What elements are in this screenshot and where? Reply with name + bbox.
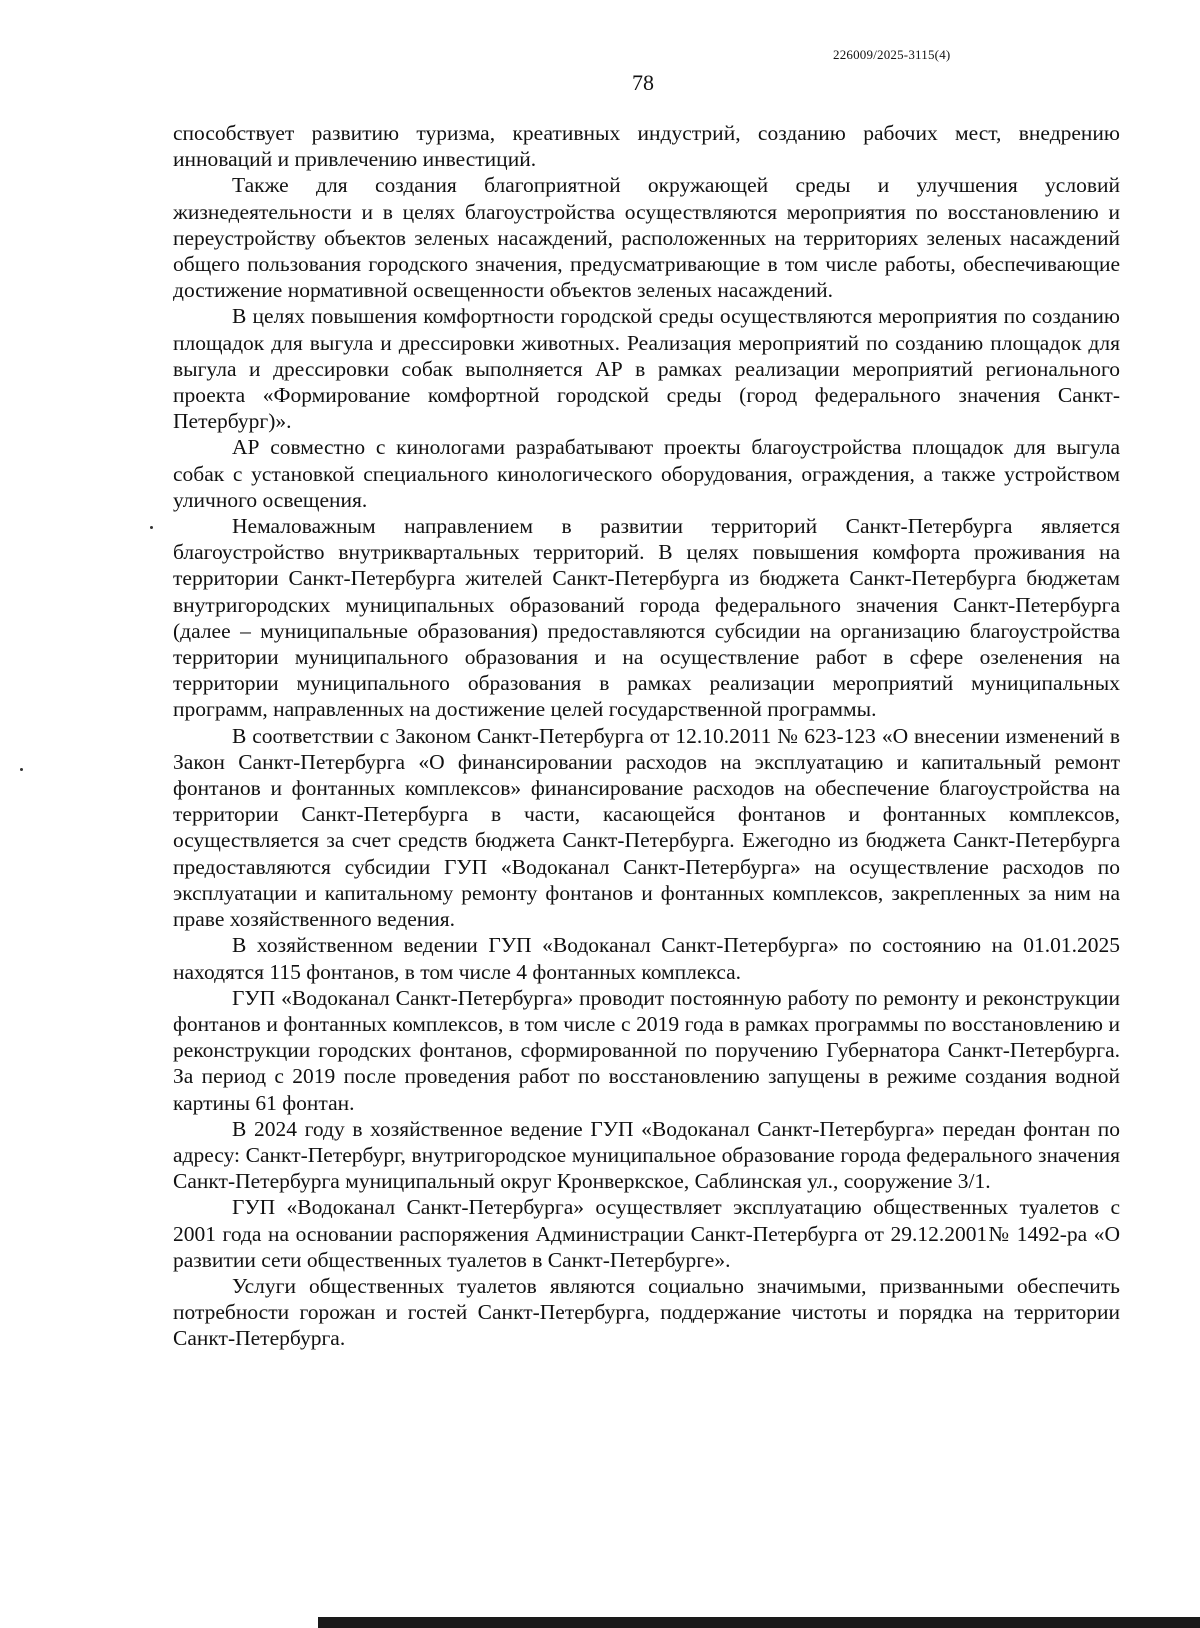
scan-speck — [20, 768, 23, 771]
page-number: 78 — [632, 70, 654, 95]
paragraph-continuation: способствует развитию туризма, креативных индустрий, созданию рабочих мест, внедрению инноваций и привлечению инвестиций. — [173, 121, 1120, 172]
paragraph-dog-areas: В целях повышения комфортности городской среды осуществляются мероприятия по созданию площадок для выгула и дрессировки животных. Реализация мероприятий по созданию площадок для выгула и дрессировки собак выполняется АР в рамках реализации мероприятий регионального проекта «Формирование комфортной городской среды (город федерального значения Санкт-Петербург)». — [173, 304, 1120, 434]
paragraph-fountain-law: В соответствии с Законом Санкт-Петербурга от 12.10.2011 № 623-123 «О внесении изменений в Закон Санкт-Петербурга «О финансировании расходов на эксплуатацию и капитальный ремонт фонтанов и фонтанных комплексов» финансирование расходов на обеспечение благоустройства на территории Санкт-Петербурга в части, касающейся фонтанов и фонтанных комплексов, осуществляется за счет средств бюджета Санкт-Петербурга. Ежегодно из бюджета Санкт-Петербурга предоставляются субсидии ГУП «Водоканал Санкт-Петербурга» на осуществление расходов по эксплуатации и капитальному ремонту фонтанов и фонтанных комплексов, закрепленных за ним на праве хозяйственного ведения. — [173, 723, 1120, 932]
scan-edge-bar — [318, 1617, 1200, 1628]
scan-speck — [150, 526, 153, 529]
paragraph-green-spaces: Также для создания благоприятной окружающей среды и улучшения условий жизнедеятельности и в целях благоустройства осуществляются мероприятия по восстановлению и переустройству объектов зеленых насаждений, расположенных на территориях зеленых насаждений общего пользования городского значения, предусматривающие в том числе работы, обеспечивающие достижение нормативной освещенности объектов зеленых насаждений. — [173, 173, 1120, 303]
paragraph-fountain-count: В хозяйственном ведении ГУП «Водоканал Санкт-Петербурга» по состоянию на 01.01.2025 находятся 115 фонтанов, в том числе 4 фонтанных комплекса. — [173, 933, 1120, 984]
paragraph-intra-block-improvement: Немаловажным направлением в развитии территорий Санкт-Петербурга является благоустройство внутриквартальных территорий. В целях повышения комфорта проживания на территории Санкт-Петербурга жителей Санкт-Петербурга из бюджета Санкт-Петербурга бюджетам внутригородских муниципальных образований города федерального значения Санкт-Петербурга (далее – муниципальные образования) предоставляются субсидии на организацию благоустройства территории муниципального образования и на осуществление работ в сфере озеленения на территории муниципального образования в рамках реализации мероприятий муниципальных программ, направленных на достижение целей государственной программы. — [173, 514, 1120, 722]
paragraph-fountain-reconstruction: ГУП «Водоканал Санкт-Петербурга» проводит постоянную работу по ремонту и реконструкции фонтанов и фонтанных комплексов, в том числе с 2019 года в рамках программы по восстановлению и реконструкции городских фонтанов, сформированной по поручению Губернатора Санкт-Петербурга. За период с 2019 после проведения работ по восстановлению запущены в режиме создания водной картины 61 фонтан. — [173, 985, 1120, 1115]
paragraph-public-toilets: ГУП «Водоканал Санкт-Петербурга» осуществляет эксплуатацию общественных туалетов с 2001 года на основании распоряжения Администрации Санкт-Петербурга от 29.12.2001№ 1492-ра «О развитии сети общественных туалетов в Санкт-Петербурге». — [173, 1195, 1120, 1272]
paragraph-dog-area-projects: АР совместно с кинологами разрабатывают проекты благоустройства площадок для выгула собак с установкой специального кинологического оборудования, ограждения, а также устройством уличного освещения. — [173, 435, 1120, 512]
paragraph-toilet-services: Услуги общественных туалетов являются социально значимыми, призванными обеспечить потребности горожан и гостей Санкт-Петербурга, поддержание чистоты и порядка на территории Санкт-Петербурга. — [173, 1273, 1120, 1351]
document-body — [173, 120, 1120, 1352]
paragraph-fountain-transfer: В 2024 году в хозяйственное ведение ГУП «Водоканал Санкт-Петербурга» передан фонтан по адресу: Санкт-Петербург, внутригородское муниципальное образование города федерального значения Санкт-Петербурга муниципальный округ Кронверкское, Саблинская ул., сооружение 3/1. — [173, 1116, 1120, 1194]
document-registration-number: 226009/2025-3115(4) — [833, 47, 951, 62]
